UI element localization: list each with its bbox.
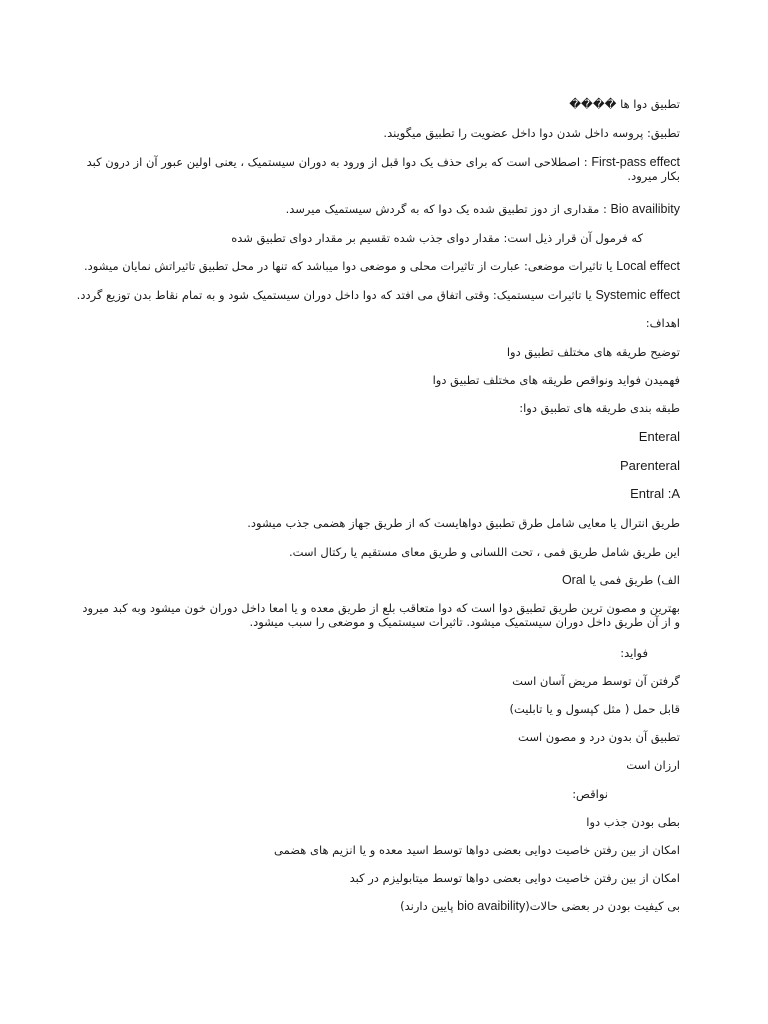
first-pass-paragraph: [80, 155, 680, 183]
enteral-description-2: این طریق شامل طریق فمی ، تحت اللسانی و طریق معای مستقیم یا رکتال است.: [288, 545, 680, 559]
benefits-heading: فواید:: [620, 646, 648, 660]
first-pass-term: First-pass effect: [591, 155, 680, 169]
drawback-item-2: امکان از بین رفتن خاصیت دوایی بعضی دواها توسط اسید معده و یا انزیم های هضمی: [274, 843, 680, 857]
local-term: Local effect: [616, 259, 680, 273]
drawback-4-term: bio avaibility: [457, 899, 526, 913]
enteral-label: Enteral: [638, 429, 680, 444]
drawback-4-prefix: بی کیفیت بودن در بعضی حالات(: [525, 899, 680, 913]
enteral-description-1: طریق انترال یا معایی شامل طرق تطبیق دواهایست که از طریق جهاز هضمی جذب میشود.: [247, 516, 680, 530]
oral-term: Oral: [561, 573, 586, 587]
oral-description: بهترین و مصون ترین طریق تطبیق دوا است که دوا متعاقب بلع از طریق معده و یا امعا داخل دوران خون میشود وبه کبد میرود و از آن طریق داخل دوران سیستمیک میشود. تاثیرات سیستمیک و موضعی را سبب میشود.: [82, 601, 680, 629]
local-effect-paragraph: [80, 259, 680, 273]
drawback-item-3: امکان از بین رفتن خاصیت دوایی بعضی دواها توسط میتابولیزم در کبد: [349, 871, 680, 885]
bio-text: : مقداری از دوز تطبیق شده یک دوا که به گردش سیستمیک میرسد.: [285, 202, 607, 216]
systemic-text: یا تاثیرات سیستمیک: وقتی اتفاق می افتد که دوا داخل دوران سیستمیک شود و به تمام نقاط بدن توزیع گردد.: [76, 288, 596, 302]
bio-availability-paragraph: [80, 202, 680, 216]
definition-paragraph: تطبیق: پروسه داخل شدن دوا داخل عضویت را تطبیق میگویند.: [383, 126, 680, 140]
entral-a-label: Entral :A: [630, 486, 680, 501]
local-text: یا تاثیرات موضعی: عبارت از تاثیرات محلی و موضعی دوا میباشد که تنها در محل تطبیق تاثیراتش نمایان میشود.: [84, 259, 617, 273]
drawback-item-1: بطی بودن جذب دوا: [586, 815, 680, 829]
classification-heading: طبقه بندی طریقه های تطبیق دوا:: [519, 401, 680, 415]
goal-item-2: فهمیدن فواید ونواقص طریقه های مختلف تطبیق دوا: [432, 373, 680, 387]
drawback-4-suffix: پایین دارند): [400, 899, 458, 913]
goals-heading: اهداف:: [645, 316, 680, 330]
benefit-item-3: تطبیق آن بدون درد و مصون است: [518, 730, 680, 744]
doc-title: تطبیق دوا ها ����: [569, 97, 680, 111]
bio-formula: که فرمول آن قرار ذیل است: مقدار دوای جذب شده تقسیم بر مقدار دوای تطبیق شده: [231, 231, 643, 245]
drawbacks-heading: نواقص:: [572, 787, 608, 801]
benefit-item-4: ارزان است: [626, 758, 680, 772]
goal-item-1: توضیح طریقه های مختلف تطبیق دوا: [506, 345, 680, 359]
parenteral-label: Parenteral: [620, 458, 680, 473]
oral-heading: [80, 573, 680, 587]
bio-term: Bio availibity: [610, 202, 680, 216]
systemic-term: Systemic effect: [595, 288, 680, 302]
benefit-item-1: گرفتن آن توسط مریض آسان است: [512, 674, 680, 688]
oral-prefix: الف) طریق فمی یا: [585, 573, 680, 587]
benefit-item-2: قابل حمل ( مثل کپسول و یا تابلیت): [509, 702, 680, 716]
first-pass-text: : اصطلاحی است که برای حذف یک دوا قبل از ورود به دوران سیستمیک ، یعنی اولین عبور آن از درون کبد بکار میرود.: [86, 155, 680, 183]
drawback-item-4: [80, 899, 680, 913]
systemic-effect-paragraph: [76, 288, 680, 302]
